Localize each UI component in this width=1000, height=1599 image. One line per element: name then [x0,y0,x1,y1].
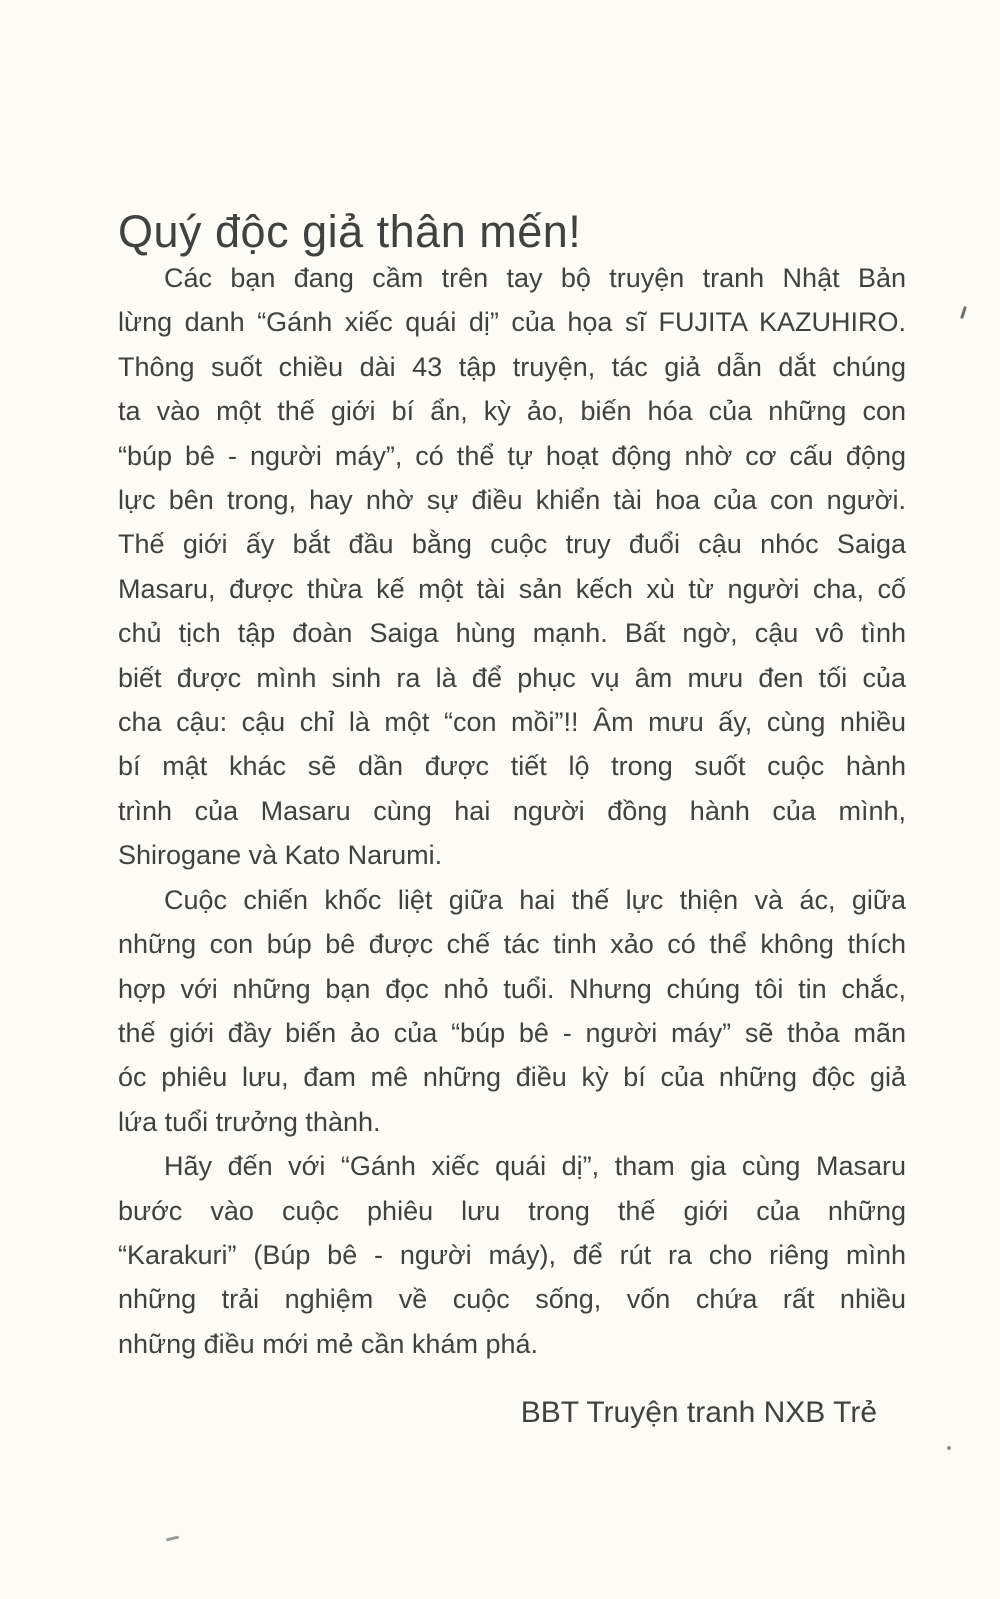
text-line: Thông suốt chiều dài 43 tập truyện, tác giả dẫn dắt chúng [118,351,906,382]
page-title: Quý độc giả thân mến! [118,206,582,258]
signature: BBT Truyện tranh NXB Trẻ [520,1396,877,1429]
text-line: biết được mình sinh ra là để phục vụ âm mưu đen tối của [118,662,906,693]
text-line: lừng danh “Gánh xiếc quái dị” của họa sĩ FUJITA KAZUHIRO. [118,307,906,338]
text-line: bí mật khác sẽ dần được tiết lộ trong suốt cuộc hành [118,751,906,782]
text-line: Hãy đến với “Gánh xiếc quái dị”, tham gia cùng Masaru [164,1151,906,1182]
text-line: trình của Masaru cùng hai người đồng hành của mình, [118,795,906,826]
text-line: lứa tuổi trưởng thành. [118,1106,381,1137]
text-line: chủ tịch tập đoàn Saiga hùng mạnh. Bất ngờ, cậu vô tình [118,618,906,649]
body-text [118,256,906,1366]
text-line: lực bên trong, hay nhờ sự điều khiển tài hoa của con người. [118,485,906,516]
text-line: Masaru, được thừa kế một tài sản kếch xù từ người cha, cố [118,573,906,604]
scan-speck [947,1446,951,1450]
text-line: Cuộc chiến khốc liệt giữa hai thế lực thiện và ác, giữa [164,884,906,915]
text-line: bước vào cuộc phiêu lưu trong thế giới của những [118,1195,906,1226]
scan-speck [960,306,967,319]
text-line: những điều mới mẻ cần khám phá. [118,1328,539,1359]
text-line: những trải nghiệm về cuộc sống, vốn chứa rất nhiều [118,1284,906,1315]
text-line: Các bạn đang cầm trên tay bộ truyện tranh Nhật Bản [164,263,906,293]
text-line: “Karakuri” (Búp bê - người máy), để rút ra cho riêng mình [118,1239,906,1270]
text-line: thế giới đầy biến ảo của “búp bê - người máy” sẽ thỏa mãn [118,1017,906,1048]
text-line: những con búp bê được chế tác tinh xảo có thể không thích [118,929,906,960]
scan-speck [166,1535,179,1541]
text-line: óc phiêu lưu, đam mê những điều kỳ bí của những độc giả [118,1062,906,1093]
text-line: cha cậu: cậu chỉ là một “con mồi”!! Âm mưu ấy, cùng nhiều [118,707,906,738]
text-line: ta vào một thế giới bí ẩn, kỳ ảo, biến hóa của những con [118,396,906,427]
text-line: hợp với những bạn đọc nhỏ tuổi. Nhưng chúng tôi tin chắc, [118,973,906,1004]
text-line: Shirogane và Kato Narumi. [118,840,443,871]
text-line: Thế giới ấy bắt đầu bằng cuộc truy đuổi cậu nhóc Saiga [118,529,906,560]
text-line: “búp bê - người máy”, có thể tự hoạt động nhờ cơ cấu động [118,440,906,471]
